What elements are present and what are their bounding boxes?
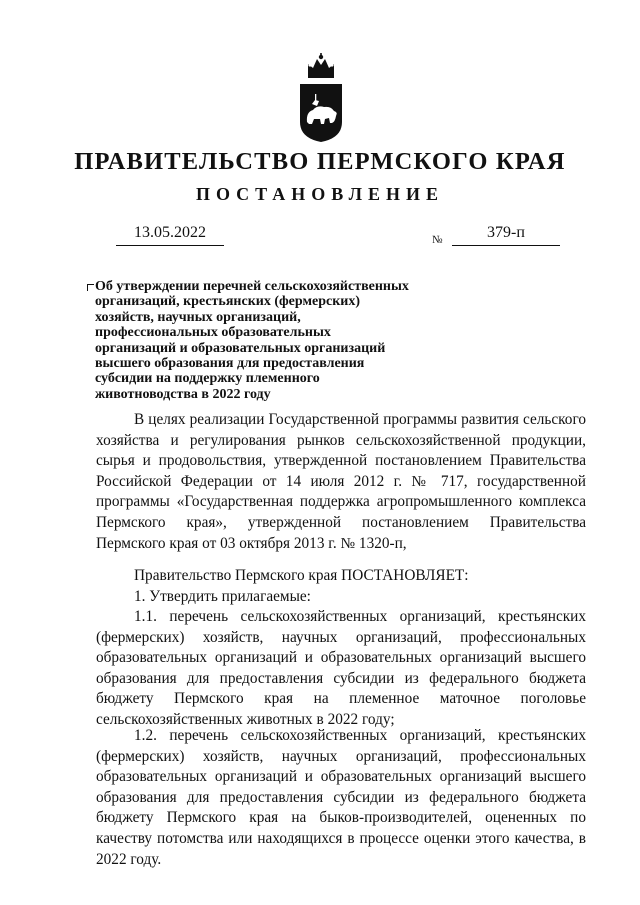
subject-corner-mark xyxy=(87,284,94,291)
number-sign: № xyxy=(432,234,443,246)
subject-line: организаций, крестьянских (фермерских) xyxy=(95,294,361,310)
clause-1: 1. Утвердить прилагаемые: xyxy=(134,588,311,605)
subject-line: организаций и образовательных организаций xyxy=(95,340,386,356)
subject-line: хозяйств, научных организаций, xyxy=(95,309,301,325)
subject-line: высшего образования для предоставления xyxy=(95,356,365,372)
subject-line: животноводства в 2022 году xyxy=(95,386,271,402)
government-title: ПРАВИТЕЛЬСТВО ПЕРМСКОГО КРАЯ xyxy=(74,148,566,175)
preamble-paragraph: В целях реализации Государственной программы развития сельского хозяйства и регулирования рынков сельскохозяйственной продукции, сырья и продовольствия, утвержденной постановлением Правительства Российской Федерации от 14 июля 2012 г. № 717, государственной программы «Государственная поддержка агропромышленного комплекса Пермского края», утвержденной постановлением Правительства Пермского края от 03 октября 2013 г. № 1320-п, xyxy=(96,411,586,552)
document-date: 13.05.2022 xyxy=(116,224,224,246)
clause-1-2: 1.2. перечень сельскохозяйственных организаций, крестьянских (фермерских) хозяйств, научных организаций, профессиональных образовательных организаций и образовательных организаций высшего образования для предоставления субсидии из федерального бюджета бюджету Пермского края на быков-производителей, оцененных по качеству потомства или находящихся в процессе оценки этого качества, в 2022 году. xyxy=(96,727,586,868)
document-number: 379-п xyxy=(452,224,560,246)
clause-1-1: 1.1. перечень сельскохозяйственных организаций, крестьянских (фермерских) хозяйств, научных организаций, профессиональных образовательных организаций и образовательных организаций высшего образования для предоставления субсидии из федерального бюджета бюджету Пермского края на племенное маточное поголовье сельскохозяйственных животных в 2022 году; xyxy=(96,608,586,728)
document-subject xyxy=(95,279,455,402)
coat-of-arms-icon xyxy=(296,52,346,144)
subject-line: субсидии на поддержку племенного xyxy=(95,371,320,387)
subject-line: Об утверждении перечней сельскохозяйственных xyxy=(95,279,409,294)
subject-line: профессиональных образовательных xyxy=(95,325,331,341)
resolution-statement: Правительство Пермского края ПОСТАНОВЛЯЕТ: xyxy=(134,567,469,584)
document-type: ПОСТАНОВЛЕНИЕ xyxy=(195,184,445,204)
